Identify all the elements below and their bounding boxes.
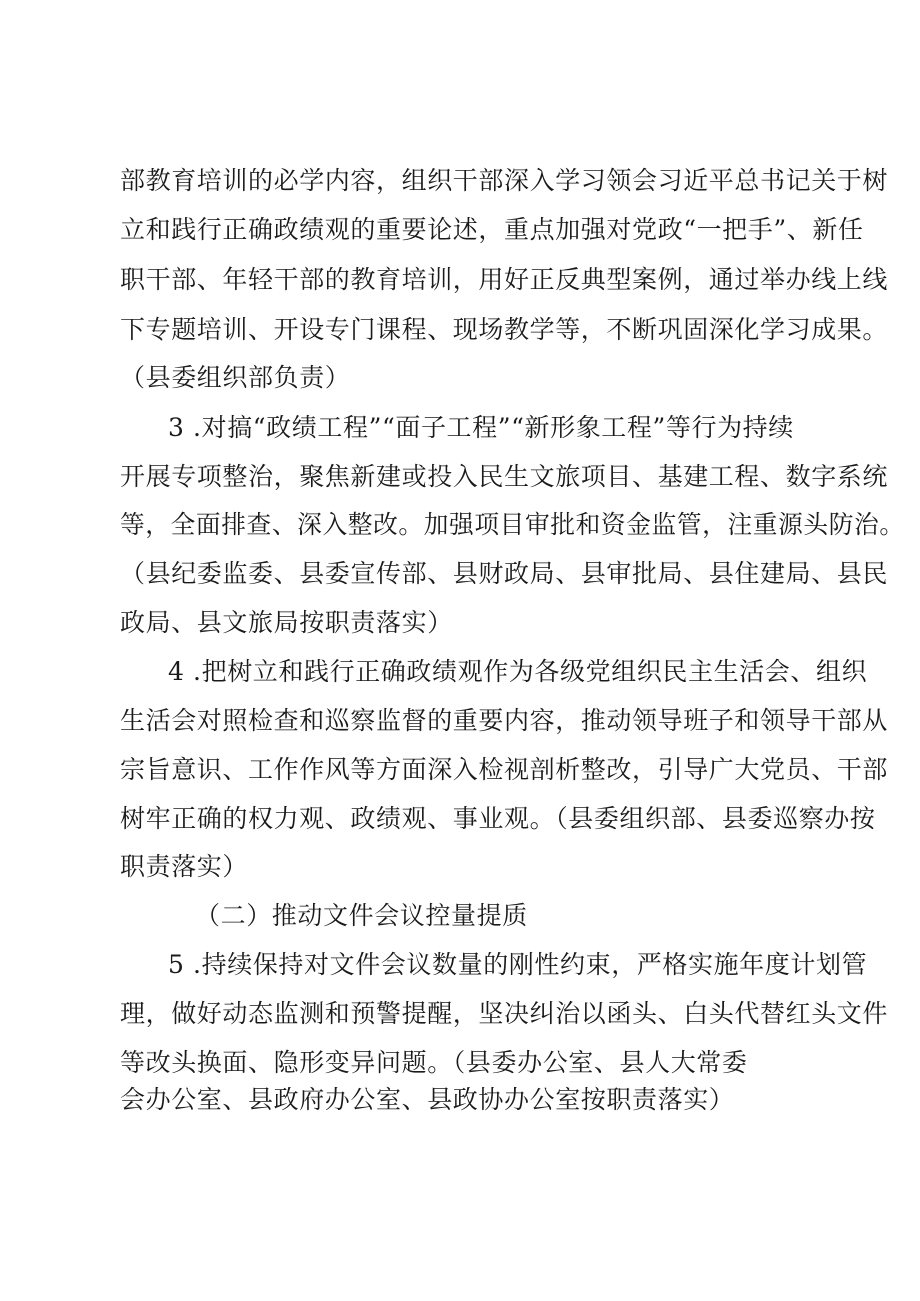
paragraph-line: 等，全面排查、深入整改。加强项目审批和资金监管，注重源头防治。 [120, 510, 905, 539]
paragraph-line: 政局、县文旅局按职责落实） [120, 608, 453, 637]
paragraph-line: 会办公室、县政府办公室、县政协办公室按职责落实） [120, 1085, 735, 1114]
paragraph-line: 宗旨意识、工作作风等方面深入检视剖析整改，引导广大党员、干部 [120, 755, 889, 784]
item-5-line: 5 .持续保持对文件会议数量的刚性约束，严格实施年度计划管 [168, 950, 868, 979]
paragraph-line: 下专题培训、开设专门课程、现场教学等，不断巩固深化学习成果。 [120, 315, 889, 344]
paragraph-line: 等改头换面、隐形变异问题。（县委办公室、县人大常委 [120, 1048, 748, 1077]
section-heading: （二）推动文件会议控量提质 [195, 901, 528, 930]
paragraph-line: （县委组织部负责） [120, 363, 351, 392]
paragraph-line: 职责落实） [120, 852, 249, 881]
paragraph-line: 树牢正确的权力观、政绩观、事业观。（县委组织部、县委巡察办按 [120, 804, 876, 833]
paragraph-line: 职干部、年轻干部的教育培训，用好正反典型案例，通过举办线上线 [120, 265, 889, 294]
paragraph-line: 理，做好动态监测和预警提醒，坚决纠治以函头、白头代替红头文件 [120, 999, 889, 1028]
paragraph-line: （县纪委监委、县委宣传部、县财政局、县审批局、县住建局、县民 [120, 559, 889, 588]
paragraph-line: 开展专项整治，聚焦新建或投入民生文旅项目、基建工程、数字系统 [120, 462, 889, 491]
item-3-line: 3 .对搞“政绩工程”“面子工程”“新形象工程”等行为持续 [168, 413, 794, 442]
paragraph-line: 部教育培训的必学内容，组织干部深入学习领会习近平总书记关于树 [120, 166, 889, 195]
paragraph-line: 生活会对照检查和巡察监督的重要内容，推动领导班子和领导干部从 [120, 706, 889, 735]
paragraph-line: 立和践行正确政绩观的重要论述，重点加强对党政“一把手”、新任 [120, 215, 864, 244]
item-4-line: 4 .把树立和践行正确政绩观作为各级党组织民主生活会、组织 [168, 657, 868, 686]
